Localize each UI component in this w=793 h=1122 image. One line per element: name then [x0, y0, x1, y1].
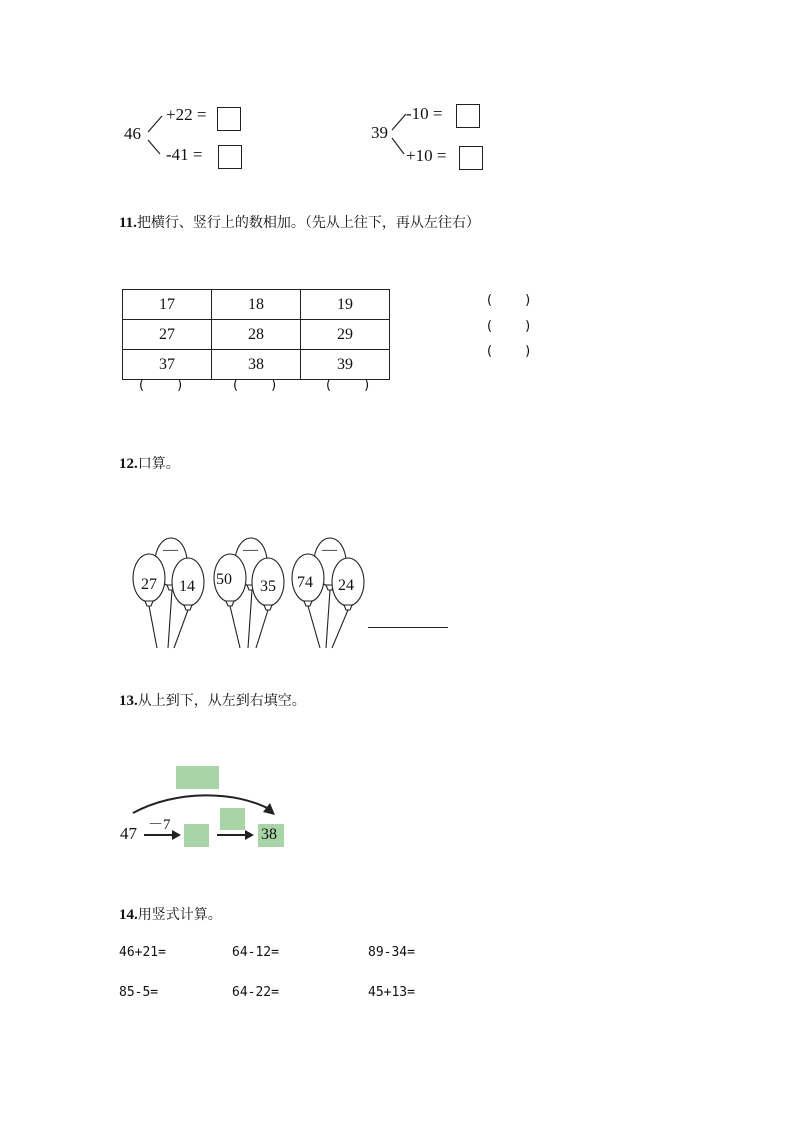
q10-left-branch	[146, 112, 166, 158]
result-box	[258, 824, 284, 847]
q10-right-top-op: -10 =	[406, 104, 443, 123]
calc-problem: 64-12=	[232, 945, 279, 960]
calc-problem: 64-22=	[232, 985, 279, 1000]
balloon-number: 74	[297, 574, 313, 591]
grid-cell: 37	[123, 350, 212, 380]
balloon-number: 35	[260, 578, 276, 595]
q12-number: 12.	[119, 456, 138, 472]
balloon-group	[286, 526, 370, 650]
q10-right-start: 39	[371, 123, 388, 142]
grid-cell: 19	[301, 290, 390, 320]
balloon-group	[128, 528, 210, 650]
grid-cell: 29	[301, 320, 390, 350]
calc-problem: 45+13=	[368, 985, 415, 1000]
grid-cell: 28	[212, 320, 301, 350]
q13-number: 13.	[119, 693, 138, 709]
q10-left-top-op: +22 =	[166, 105, 207, 124]
grid-cell: 17	[123, 290, 212, 320]
column-sum-blank[interactable]: ( )	[139, 378, 183, 393]
calc-problem: 89-34=	[368, 945, 415, 960]
q10-right-bottom-op: +10 =	[406, 146, 447, 165]
balloon-operator: —	[243, 542, 258, 558]
answer-box[interactable]	[459, 146, 483, 170]
column-sum-blank[interactable]: ( )	[233, 378, 277, 393]
q12-title	[119, 453, 180, 473]
balloon-group	[208, 526, 290, 650]
grid-cell: 18	[212, 290, 301, 320]
balloon-number: 27	[141, 576, 157, 593]
q13-title	[119, 690, 306, 710]
arrow-right-icon	[143, 829, 183, 841]
balloon-number: 50	[216, 571, 232, 588]
balloon-operator: —	[322, 542, 337, 558]
q11-number-grid	[122, 289, 390, 380]
answer-box-operator[interactable]	[220, 808, 245, 830]
row-sum-blank[interactable]: ( )	[487, 319, 531, 334]
row-sum-blank[interactable]: ( )	[487, 344, 531, 359]
q14-text: 用竖式计算。	[137, 907, 222, 923]
q11-number: 11.	[119, 215, 137, 231]
q14-title	[119, 904, 222, 924]
q13-text: 从上到下，从左到右填空。	[137, 693, 306, 709]
q10-left-start: 46	[124, 124, 141, 143]
answer-box[interactable]	[217, 107, 241, 131]
q14-number: 14.	[119, 907, 138, 923]
grid-cell: 27	[123, 320, 212, 350]
grid-cell: 39	[301, 350, 390, 380]
q11-title	[119, 212, 480, 232]
calc-problem: 85-5=	[119, 985, 159, 1000]
arrow-right-icon	[216, 829, 256, 841]
q13-start-number: 47	[120, 824, 137, 843]
grid-cell: 38	[212, 350, 301, 380]
balloon-number: 24	[338, 577, 354, 594]
q11-text: 把横行、竖行上的数相加。（先从上往下，再从左往右）	[136, 215, 480, 231]
answer-line[interactable]	[368, 627, 448, 628]
calc-problem: 46+21=	[119, 945, 166, 960]
q12-text: 口算。	[137, 456, 180, 472]
answer-box[interactable]	[456, 104, 480, 128]
q13-operator: －7	[148, 817, 171, 833]
balloon-number: 14	[179, 578, 195, 595]
row-sum-blank[interactable]: ( )	[487, 293, 531, 308]
column-sum-blank[interactable]: ( )	[326, 378, 370, 393]
answer-box[interactable]	[218, 145, 242, 169]
q13-result: 38	[261, 826, 277, 843]
q10-left-bottom-op: -41 =	[166, 145, 203, 164]
answer-box-middle[interactable]	[184, 824, 209, 847]
balloon-operator: —	[163, 542, 178, 558]
